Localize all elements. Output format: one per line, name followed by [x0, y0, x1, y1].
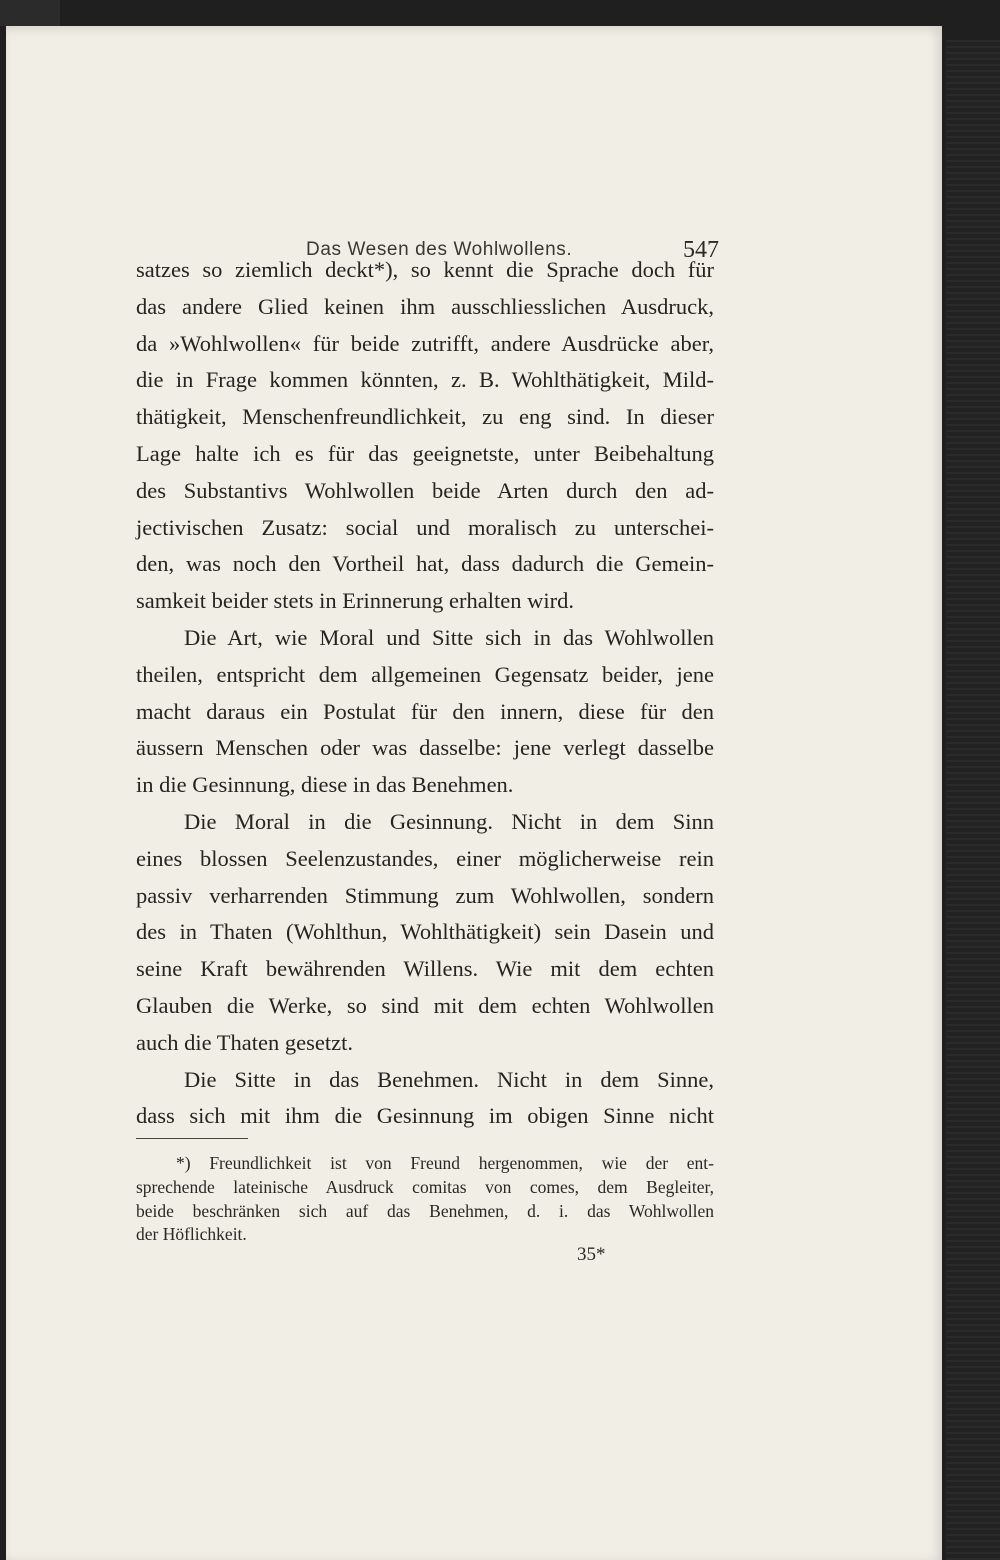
- text-line: den, was noch den Vortheil hat, dass dadurch die Gemein-: [136, 551, 714, 577]
- text-line: Die Moral in die Gesinnung. Nicht in dem Sinn: [184, 808, 714, 834]
- text-line: Glauben die Werke, so sind mit dem echten Wohlwollen: [136, 992, 714, 1018]
- footnote: [136, 1152, 714, 1247]
- page-number: 547: [683, 237, 719, 263]
- text-line: auch die Thaten gesetzt.: [136, 1029, 353, 1055]
- footnote-line: beide beschränken sich auf das Benehmen, d. i. das Wohlwollen: [136, 1200, 714, 1221]
- text-line: in die Gesinnung, diese in das Benehmen.: [136, 772, 514, 798]
- scan-edge: [946, 40, 1000, 1560]
- text-line: jectivischen Zusatz: social und moralisch zu unterschei-: [136, 514, 714, 540]
- text-line: dass sich mit ihm die Gesinnung im obigen Sinne nicht: [136, 1103, 714, 1129]
- footnote-line: *) Freundlichkeit ist von Freund hergenommen, wie der ent-: [176, 1153, 714, 1173]
- footnote-line: sprechende lateinische Ausdruck comitas von comes, dem Begleiter,: [136, 1176, 714, 1197]
- running-title: Das Wesen des Wohlwollens.: [306, 239, 573, 260]
- scan-corner: [0, 0, 60, 26]
- text-line: da »Wohlwollen« für beide zutrifft, andere Ausdrücke aber,: [136, 330, 714, 356]
- signature-mark: 35*: [577, 1244, 606, 1265]
- text-line: macht daraus ein Postulat für den innern, diese für den: [136, 698, 714, 724]
- text-line: die in Frage kommen könnten, z. B. Wohlthätigkeit, Mild-: [136, 367, 714, 393]
- body-text: [136, 252, 714, 1135]
- text-line: des in Thaten (Wohlthun, Wohlthätigkeit) sein Dasein und: [136, 919, 714, 945]
- footnote-line: der Höflichkeit.: [136, 1224, 247, 1245]
- text-line: eines blossen Seelenzustandes, einer möglicherweise rein: [136, 845, 714, 871]
- text-line: des Substantivs Wohlwollen beide Arten durch den ad-: [136, 477, 714, 503]
- text-line: das andere Glied keinen ihm ausschliesslichen Ausdruck,: [136, 293, 714, 319]
- text-line: Die Sitte in das Benehmen. Nicht in dem Sinne,: [184, 1066, 714, 1092]
- text-line: theilen, entspricht dem allgemeinen Gegensatz beider, jene: [136, 661, 714, 687]
- text-line: samkeit beider stets in Erinnerung erhalten wird.: [136, 588, 574, 614]
- footnote-rule: [136, 1138, 248, 1139]
- text-line: satzes so ziemlich deckt*), so kennt die Sprache doch für: [136, 257, 714, 282]
- text-line: äussern Menschen oder was dasselbe: jene verlegt dasselbe: [136, 735, 714, 761]
- text-line: thätigkeit, Menschenfreundlichkeit, zu eng sind. In dieser: [136, 404, 714, 430]
- text-line: Die Art, wie Moral und Sitte sich in das Wohlwollen: [184, 624, 714, 650]
- text-line: passiv verharrenden Stimmung zum Wohlwollen, sondern: [136, 882, 714, 908]
- text-line: seine Kraft bewährenden Willens. Wie mit dem echten: [136, 956, 714, 982]
- text-line: Lage halte ich es für das geeignetste, unter Beibehaltung: [136, 440, 714, 466]
